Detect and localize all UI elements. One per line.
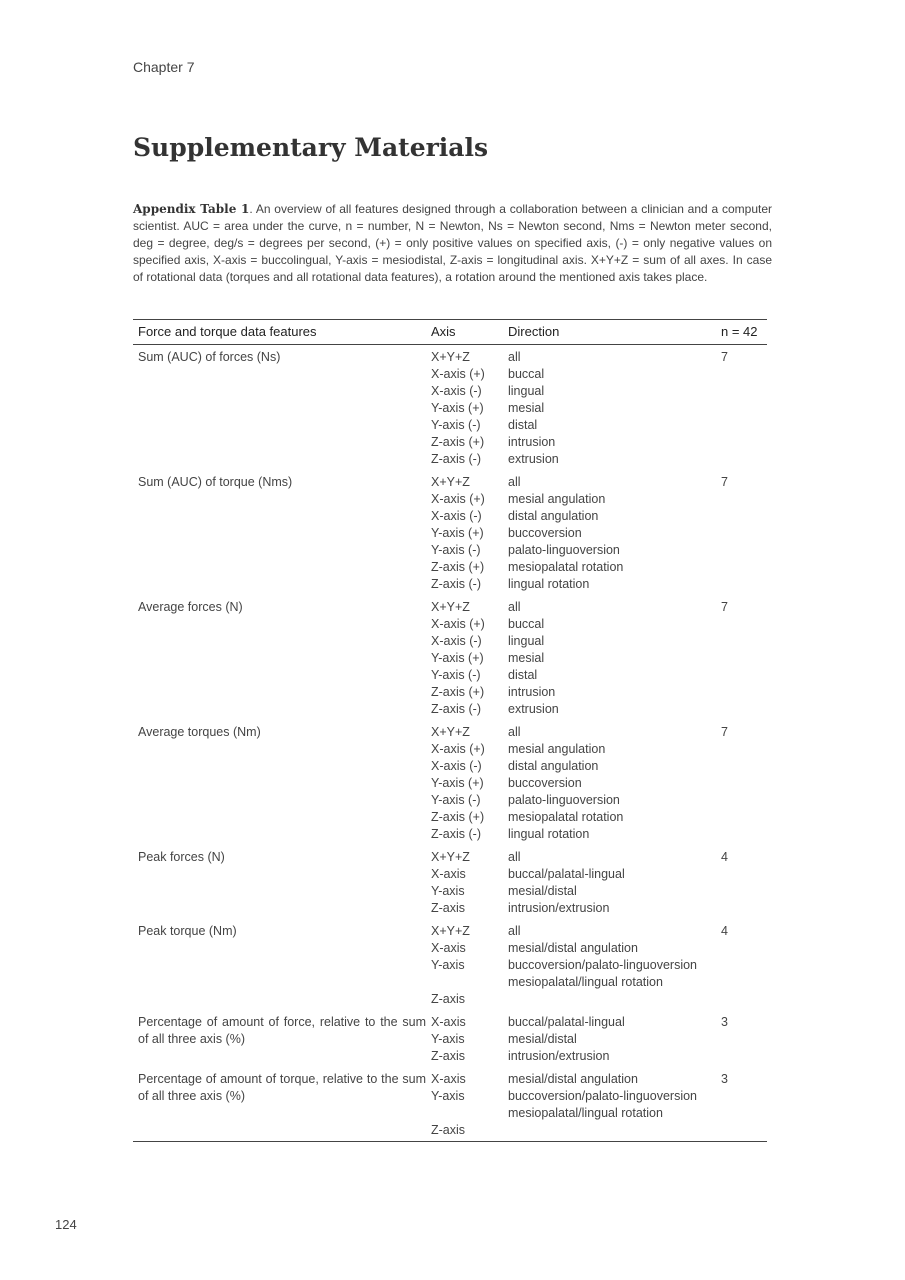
axis-cell <box>426 724 503 849</box>
axis-value: X-axis (+) <box>431 492 485 506</box>
direction-value: buccal <box>508 367 545 381</box>
axis-value: X-axis (+) <box>431 617 485 631</box>
axis-value: Y-axis (+) <box>431 401 484 415</box>
feature-cell: Average forces (N) <box>138 600 243 614</box>
table-header-row <box>133 320 767 345</box>
table-caption <box>133 201 772 286</box>
direction-value: intrusion/extrusion <box>508 1049 610 1063</box>
axis-value: Y-axis (-) <box>431 543 481 557</box>
direction-value: all <box>508 350 521 364</box>
direction-cell <box>503 1014 716 1071</box>
table-row <box>133 1014 767 1071</box>
feature-cell: Sum (AUC) of forces (Ns) <box>138 350 281 364</box>
axis-value: Y-axis (+) <box>431 776 484 790</box>
axis-value: X+Y+Z <box>431 725 470 739</box>
axis-value: Z-axis (+) <box>431 810 485 824</box>
direction-value: lingual <box>508 634 545 648</box>
direction-value: extrusion <box>508 452 559 466</box>
axis-value: X+Y+Z <box>431 850 470 864</box>
count-cell: 7 <box>721 475 728 489</box>
axis-value: Z-axis (-) <box>431 702 481 716</box>
table-row <box>133 923 767 1014</box>
section-title: Supplementary Materials <box>133 133 489 162</box>
axis-value: X-axis <box>431 941 466 955</box>
direction-cell <box>503 599 716 724</box>
direction-value: all <box>508 924 521 938</box>
direction-cell <box>503 923 716 1014</box>
direction-value: buccoversion/palato-linguoversion <box>508 1089 698 1103</box>
count-cell: 4 <box>721 924 728 938</box>
direction-value: buccal <box>508 617 545 631</box>
axis-cell <box>426 1071 503 1142</box>
direction-value: mesiopalatal rotation <box>508 810 624 824</box>
axis-cell <box>426 599 503 724</box>
feature-cell: Average torques (Nm) <box>138 725 261 739</box>
axis-value: X-axis (-) <box>431 634 482 648</box>
axis-cell <box>426 474 503 599</box>
direction-value: distal angulation <box>508 509 599 523</box>
header-axis: Axis <box>426 320 503 345</box>
direction-value: buccoversion/palato-linguoversion <box>508 958 698 972</box>
direction-value: lingual <box>508 384 545 398</box>
direction-cell <box>503 724 716 849</box>
direction-value: mesial <box>508 401 545 415</box>
features-table <box>133 319 767 1142</box>
axis-value: Z-axis <box>431 992 466 1006</box>
header-feature: Force and torque data features <box>133 320 426 345</box>
direction-value: mesial <box>508 651 545 665</box>
feature-cell: Percentage of amount of torque, relative to the sum of all three axis (%) <box>133 1071 426 1142</box>
axis-value: Y-axis (-) <box>431 668 481 682</box>
axis-value: X-axis <box>431 1072 466 1086</box>
axis-value: Z-axis <box>431 901 466 915</box>
axis-value: Y-axis (-) <box>431 793 481 807</box>
table-row <box>133 474 767 599</box>
axis-value: X+Y+Z <box>431 600 470 614</box>
direction-value: palato-linguoversion <box>508 793 620 807</box>
direction-value: distal angulation <box>508 759 599 773</box>
direction-value: mesial/distal angulation <box>508 1072 638 1086</box>
axis-value: Y-axis <box>431 958 465 972</box>
feature-cell: Percentage of amount of force, relative to the sum of all three axis (%) <box>138 1015 426 1046</box>
axis-value: Z-axis <box>431 1049 466 1063</box>
axis-value: Y-axis (+) <box>431 651 484 665</box>
chapter-header: Chapter 7 <box>133 59 195 75</box>
axis-value: X+Y+Z <box>431 350 470 364</box>
axis-value: X-axis (-) <box>431 509 482 523</box>
feature-cell: Peak forces (N) <box>138 850 225 864</box>
direction-value: mesiopalatal rotation <box>508 560 624 574</box>
axis-value: X-axis <box>431 867 466 881</box>
direction-value: all <box>508 725 521 739</box>
direction-cell <box>503 1071 716 1142</box>
count-cell: 7 <box>721 725 728 739</box>
axis-value: Y-axis <box>431 1089 465 1103</box>
direction-value: buccal/palatal-lingual <box>508 1015 625 1029</box>
axis-cell <box>426 1014 503 1071</box>
direction-value: distal <box>508 668 538 682</box>
table-row <box>133 1071 767 1142</box>
axis-value: Z-axis (+) <box>431 435 485 449</box>
direction-value: mesial/distal <box>508 884 577 898</box>
direction-cell <box>503 849 716 923</box>
table-body <box>133 345 767 1142</box>
axis-value: Y-axis <box>431 884 465 898</box>
direction-value: lingual rotation <box>508 827 590 841</box>
direction-value: extrusion <box>508 702 559 716</box>
table-row <box>133 599 767 724</box>
axis-value: X-axis <box>431 1015 466 1029</box>
axis-cell <box>426 849 503 923</box>
header-direction: Direction <box>503 320 716 345</box>
table-row <box>133 849 767 923</box>
direction-value: intrusion <box>508 435 556 449</box>
direction-value: intrusion/extrusion <box>508 901 610 915</box>
table-row <box>133 724 767 849</box>
feature-cell: Sum (AUC) of torque (Nms) <box>138 475 293 489</box>
axis-value: Z-axis (-) <box>431 452 481 466</box>
direction-value: palato-linguoversion <box>508 543 620 557</box>
direction-value: buccoversion <box>508 526 582 540</box>
axis-value: Y-axis <box>431 1032 465 1046</box>
direction-value: all <box>508 850 521 864</box>
caption-lead: Appendix Table 1 <box>133 202 250 216</box>
direction-value: buccal/palatal-lingual <box>508 867 625 881</box>
direction-value: intrusion <box>508 685 556 699</box>
axis-value: Z-axis <box>431 1123 466 1137</box>
axis-cell <box>426 345 503 475</box>
direction-value <box>508 991 716 1008</box>
direction-value: mesial angulation <box>508 492 606 506</box>
direction-value: buccoversion <box>508 776 582 790</box>
axis-value: Y-axis (+) <box>431 526 484 540</box>
page-number: 124 <box>55 1217 77 1232</box>
count-cell: 7 <box>721 350 728 364</box>
count-cell: 3 <box>721 1015 728 1029</box>
axis-value: Y-axis (-) <box>431 418 481 432</box>
axis-value: X-axis (-) <box>431 384 482 398</box>
axis-value: Z-axis (+) <box>431 685 485 699</box>
direction-value <box>508 1122 716 1139</box>
axis-value: Z-axis (-) <box>431 577 481 591</box>
count-cell: 3 <box>716 1071 767 1142</box>
axis-value: X-axis (+) <box>431 367 485 381</box>
axis-value: Z-axis (+) <box>431 560 485 574</box>
table-row <box>133 345 767 475</box>
axis-cell <box>426 923 503 1014</box>
direction-value: all <box>508 600 521 614</box>
count-cell: 4 <box>721 850 728 864</box>
caption-text: . An overview of all features designed through a collaboration between a clinician and a computer scientist. AUC = area under the curve, n = number, N = Newton, Ns = Newton second, Nms = Newton meter second, deg = degree, deg/s = degrees per second, (+) = only positive values on specified axis, (-) = only negative values on specified axis, X-axis = buccolingual, Y-axis = mesiodistal, Z-axis = longitudinal axis. X+Y+Z = sum of all axes. In case of rotational data (torques and all rotational data features), a rotation around the mentioned axis takes place. <box>133 202 773 284</box>
feature-cell: Peak torque (Nm) <box>138 924 237 938</box>
axis-value: X+Y+Z <box>431 475 470 489</box>
axis-value <box>431 1105 503 1122</box>
axis-value <box>431 974 503 991</box>
axis-value: X-axis (-) <box>431 759 482 773</box>
direction-value: mesiopalatal/lingual rotation <box>508 1106 663 1120</box>
axis-value: X+Y+Z <box>431 924 470 938</box>
direction-value: mesiopalatal/lingual rotation <box>508 975 663 989</box>
direction-value: all <box>508 475 521 489</box>
direction-value: lingual rotation <box>508 577 590 591</box>
direction-value: distal <box>508 418 538 432</box>
direction-value: mesial/distal angulation <box>508 941 638 955</box>
count-cell: 7 <box>721 600 728 614</box>
axis-value: X-axis (+) <box>431 742 485 756</box>
header-n: n = 42 <box>716 320 767 345</box>
direction-value: mesial/distal <box>508 1032 577 1046</box>
axis-value: Z-axis (-) <box>431 827 481 841</box>
direction-cell <box>503 345 716 475</box>
direction-cell <box>503 474 716 599</box>
direction-value: mesial angulation <box>508 742 606 756</box>
